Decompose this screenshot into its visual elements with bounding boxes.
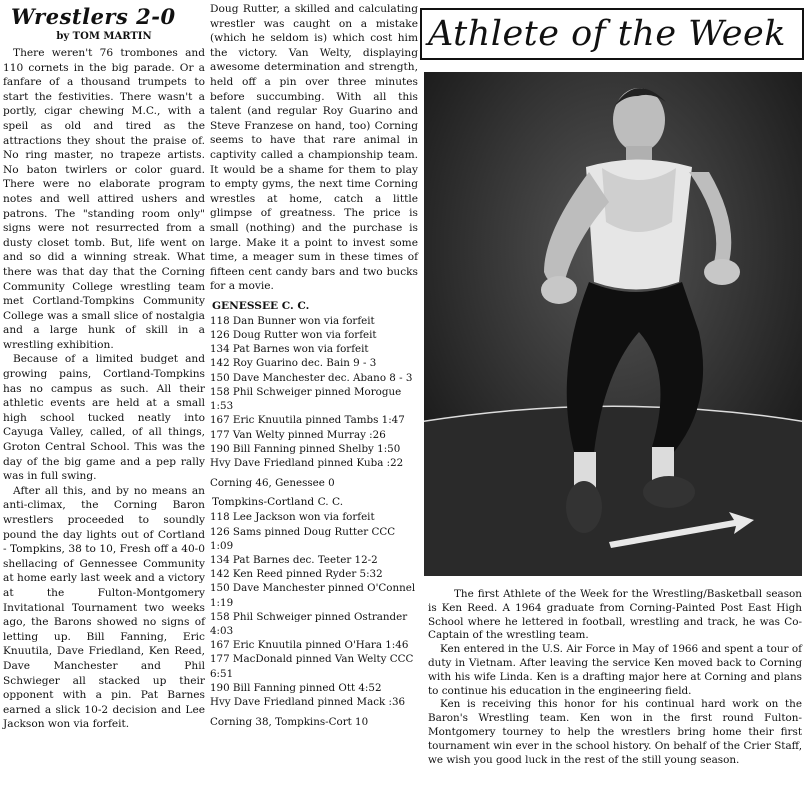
result-line: Hvy Dave Friedland pinned Kuba :22 [210,456,404,469]
athlete-of-week-banner [420,8,804,60]
result-line: Hvy Dave Friedland pinned Mack :36 [210,695,406,708]
tompkins-final-score: Corning 38, Tompkins-Cort 10 [210,716,369,729]
result-line: 177 Van Welty pinned Murray :26 [210,428,386,441]
result-line: 158 Phil Schweiger pinned Ostrander 4:03 [210,610,408,637]
caption-paragraph: Ken is receiving this honor for his continual hard work on the Baron's Wrestling team. Ken won in the first round Fulton-Montgomery tourney to help the wrestlers bring home their first tournament win ever in the school history. On behalf of the Crier Staff, we wish you good luck in the rest of the still young season. [428,698,802,766]
genessee-final-score: Corning 46, Genessee 0 [210,477,335,490]
article-column-1 [3,4,205,732]
result-line: 150 Dave Manchester dec. Abano 8 - 3 [210,371,413,384]
result-line: 167 Eric Knuutila pinned O'Hara 1:46 [210,639,409,652]
genessee-results-list [210,314,418,470]
caption-paragraph: Ken entered in the U.S. Air Force in May of 1966 and spent a tour of duty in Vietnam. After leaving the service Ken moved back to Corning with his wife Linda. Ken is a drafting major here at Corning and plans to continue his education in the engineering field. [428,643,802,697]
article-column-2 [210,2,418,735]
caption-paragraph: The first Athlete of the Week for the Wrestling/Basketball season is Ken Reed. A 1964 graduate from Corning-Painted Post East High School where he lettered in football, wrestling and track, he was Co-Captain of the wrestling team. [428,588,802,642]
article-paragraph: Because of a limited budget and growing pains, Cortland-Tompkins has no campus as such. All their athletic events are held at a small high school tucked neatly into Cayuga Valley, called, of all things, Groton Central School. This was the day of the big game and a pep rally was in full swing. [3,353,205,483]
athlete-caption [428,588,802,767]
result-line: 118 Lee Jackson won via forfeit [210,511,375,524]
result-line: 118 Dan Bunner won via forfeit [210,314,375,327]
result-line: 177 MacDonald pinned Van Welty CCC 6:51 [210,653,414,680]
result-line: 142 Ken Reed pinned Ryder 5:32 [210,568,383,581]
result-line: 126 Doug Rutter won via forfeit [210,329,377,342]
result-line: 134 Pat Barnes dec. Teeter 12-2 [210,553,378,566]
tompkins-results-list [210,510,418,709]
article-paragraph: There weren't 76 trombones and 110 cornets in the big parade. Or a fanfare of a thousand trumpets to start the festivities. There wasn't a portly, cigar chewing M.C., with a speil as old and tired as the attractions they shout the praise of. No ring master, no trapeze artists. No baton twirlers or color guard. There were no elaborate program notes and well attired ushers and patrons. The "standing room only" signs were not resurrected from a dusty closet tomb. But, life went on and so did a winning streak. What there was that day that the Corning Community College wrestling team met Cortland-Tompkins Community College was a small slice of nostalgia and a large hunk of skill in a wrestling exhibition. [3,47,205,351]
athlete-photo [424,72,802,576]
article-headline: Wrestlers 2-0 [11,4,176,29]
result-line: 150 Dave Manchester pinned O'Connel 1:19 [210,582,416,609]
article-paragraph: Doug Rutter, a skilled and calculating wrestler was caught on a mistake (which he seldom is) which cost him the victory. Van Welty, displaying awesome determination and strength, held off a pin over three minutes before succumbing. With all this talent (and regular Roy Guarino and Steve Franzese on hand, too) Corning seems to have that rare animal in captivity called a championship team. It would be a shame for them to play to empty gyms, the next time Corning wrestles at home, catch a little glimpse of greatness. The price is small (nothing) and the purchase is large. Make it a point to invest some time, a meager sum in these times of fifteen cent candy bars and two bucks for a movie. [210,3,418,293]
article-paragraph: After all this, and by no means an anti-climax, the Corning Baron wrestlers proceeded to soundly pound the day lights out of Cortland - Tompkins, 38 to 10, Fresh off a 40-0 shellacing of Gennessee Community at home early last week and a victory at the Fulton-Montgomery Invitational Tournament two weeks ago, the Barons showed no signs of letting up. Bill Fanning, Eric Knuutila, Dave Friedland, Ken Reed, Dave Manchester and Phil Schwieger all stacked up their opponent with a pin. Pat Barnes earned a slick 10-2 decision and Lee Jackson won via forfeit. [3,484,205,731]
result-line: 142 Roy Guarino dec. Bain 9 - 3 [210,357,377,370]
article-byline: by TOM MARTIN [56,31,152,42]
genessee-results-heading: GENESSEE C. C. [212,299,310,312]
athlete-of-week-section [418,2,806,798]
result-line: 190 Bill Fanning pinned Ott 4:52 [210,681,382,694]
result-line: 190 Bill Fanning pinned Shelby 1:50 [210,442,401,455]
athlete-of-week-title: Athlete of the Week [428,14,786,54]
tompkins-results-heading: Tompkins-Cortland C. C. [212,496,344,509]
result-line: 167 Eric Knuutila pinned Tambs 1:47 [210,414,405,427]
result-line: 126 Sams pinned Doug Rutter CCC 1:09 [210,525,396,552]
result-line: 134 Pat Barnes won via forfeit [210,343,369,356]
result-line: 158 Phil Schweiger pinned Morogue 1:53 [210,385,402,413]
